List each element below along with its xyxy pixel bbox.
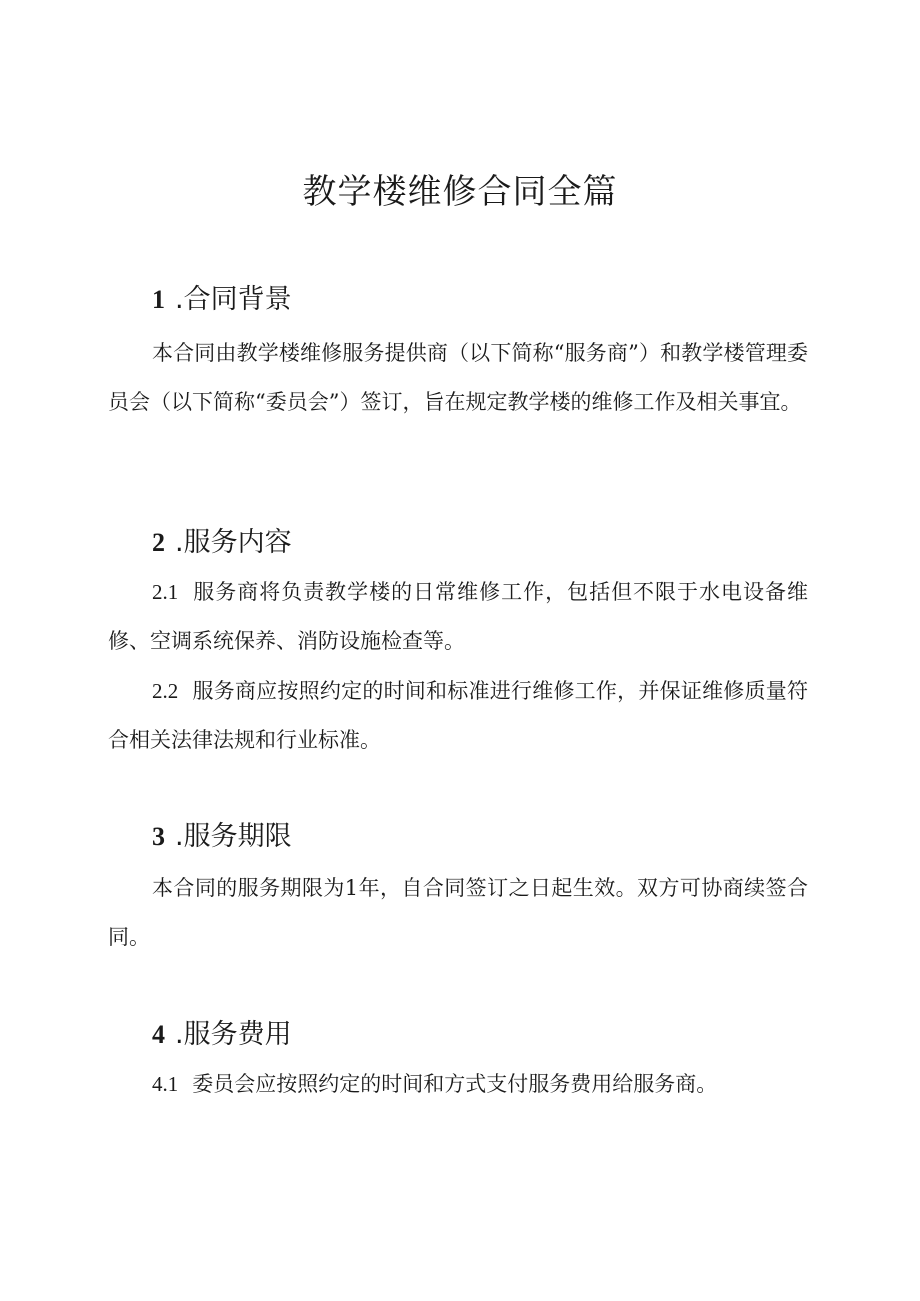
paragraph-text: 委员会应按照约定的时间和方式支付服务费用给服务商。	[192, 1072, 718, 1096]
clause-number: 2.2	[152, 679, 179, 703]
section-heading-4	[152, 1017, 292, 1053]
section-number: 3	[152, 822, 165, 851]
section-title: .服务内容	[175, 527, 292, 558]
paragraph-text: 本合同由教学楼维修服务提供商（以下简称“服务商”）和教学楼管理委员会（以下简称“委员会”）签订，旨在规定教学楼的维修工作及相关事宜。	[108, 341, 808, 414]
clause-number: 4.1	[152, 1072, 179, 1096]
section-heading-1	[152, 282, 292, 318]
section-1-paragraph	[108, 329, 808, 427]
paragraph-text: 服务商应按照约定的时间和标准进行维修工作，并保证维修质量符合相关法律法规和行业标准。	[108, 679, 808, 752]
document-title: 教学楼维修合同全篇	[302, 172, 618, 212]
clause-2-1-paragraph	[108, 568, 808, 666]
clause-number: 2.1	[152, 580, 179, 604]
section-title: .服务费用	[175, 1019, 292, 1050]
section-number: 2	[152, 528, 165, 557]
paragraph-text: 服务商将负责教学楼的日常维修工作，包括但不限于水电设备维修、空调系统保养、消防设施检查等。	[108, 580, 808, 653]
section-heading-2	[152, 525, 292, 561]
section-heading-3	[152, 819, 292, 855]
section-3-paragraph	[108, 864, 808, 962]
clause-2-2-paragraph	[108, 667, 808, 765]
paragraph-text: 本合同的服务期限为1年，自合同签订之日起生效。双方可协商续签合同。	[108, 876, 808, 949]
section-title: .服务期限	[175, 821, 292, 852]
section-title: .合同背景	[175, 284, 292, 315]
section-number: 4	[152, 1020, 165, 1049]
section-number: 1	[152, 285, 165, 314]
clause-4-1-paragraph	[108, 1060, 808, 1109]
